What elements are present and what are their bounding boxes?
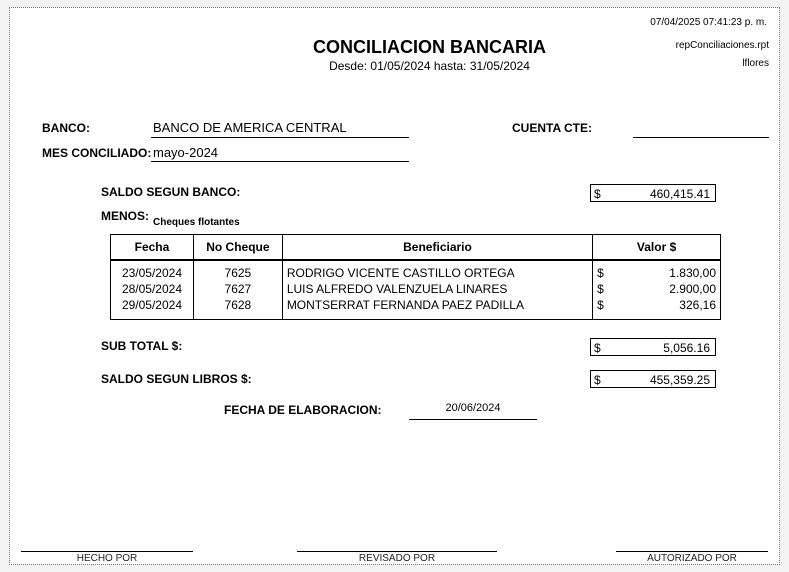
bank-underline [151,137,409,138]
balance-bank-label: SALDO SEGUN BANCO: [101,185,241,199]
row-date: 23/05/2024 [111,260,194,281]
row-payee: RODRIGO VICENTE CASTILLO ORTEGA [282,260,592,281]
row-date: 28/05/2024 [111,281,194,297]
column-header-payee: Beneficiario [282,235,592,261]
bank-label: BANCO: [42,121,90,135]
elaboration-date-label: FECHA DE ELABORACION: [224,403,382,417]
elaboration-date-value: 20/06/2024 [445,402,501,414]
less-label: MENOS: [101,209,149,223]
report-file-name: repConciliaciones.rpt [675,40,769,51]
subtotal-currency: $ [594,341,601,355]
elaboration-date-underline [409,419,537,420]
balance-books-box [590,370,716,388]
account-label: CUENTA CTE: [512,121,592,135]
balance-bank-box [590,184,716,202]
row-value: 2.900,00 [669,282,716,296]
table-row [111,281,721,297]
column-header-value: Valor $ [593,235,721,261]
row-payee: MONTSERRAT FERNANDA PAEZ PADILLA [282,297,592,320]
report-user: lflores [742,58,769,69]
table-row [111,297,721,320]
floating-checks-label: Cheques flotantes [153,217,240,228]
signature-reviewed-by: REVISADO POR [297,551,497,564]
row-currency: $ [597,298,604,312]
row-date: 29/05/2024 [111,297,194,320]
table-header-row [111,235,721,261]
subtotal-label: SUB TOTAL $: [101,339,183,353]
balance-books-amount: 455,359.25 [649,373,710,387]
table-row [111,260,721,281]
balance-bank-currency: $ [594,187,601,201]
subtotal-box [590,338,716,356]
row-value-cell [593,281,721,297]
row-check-number: 7627 [193,281,282,297]
floating-checks-table [110,234,721,320]
report-title: CONCILIACION BANCARIA [313,37,546,57]
month-underline [151,161,409,162]
column-header-check-number: No Cheque [193,235,282,261]
row-payee: LUIS ALFREDO VALENZUELA LINARES [282,281,592,297]
account-underline [633,137,769,138]
signature-authorized-by: AUTORIZADO POR [616,551,768,564]
row-value: 326,16 [679,298,716,312]
balance-books-currency: $ [594,373,601,387]
print-timestamp: 07/04/2025 07:41:23 p. m. [650,17,767,28]
balance-bank-amount: 460,415.41 [649,187,710,201]
report-date-range: Desde: 01/05/2024 hasta: 31/05/2024 [329,59,530,73]
row-check-number: 7628 [193,297,282,320]
row-currency: $ [597,282,604,296]
column-header-date: Fecha [111,235,194,261]
signature-made-by: HECHO POR [21,551,193,564]
row-value: 1.830,00 [669,266,716,280]
month-label: MES CONCILIADO: [42,146,152,160]
row-check-number: 7625 [193,260,282,281]
month-value: mayo-2024 [153,145,219,160]
subtotal-amount: 5,056.16 [663,341,710,355]
row-value-cell [593,260,721,281]
report-page [9,7,780,565]
bank-value: BANCO DE AMERICA CENTRAL [153,120,347,135]
row-value-cell [593,297,721,320]
balance-books-label: SALDO SEGUN LIBROS $: [101,372,252,386]
row-currency: $ [597,266,604,280]
